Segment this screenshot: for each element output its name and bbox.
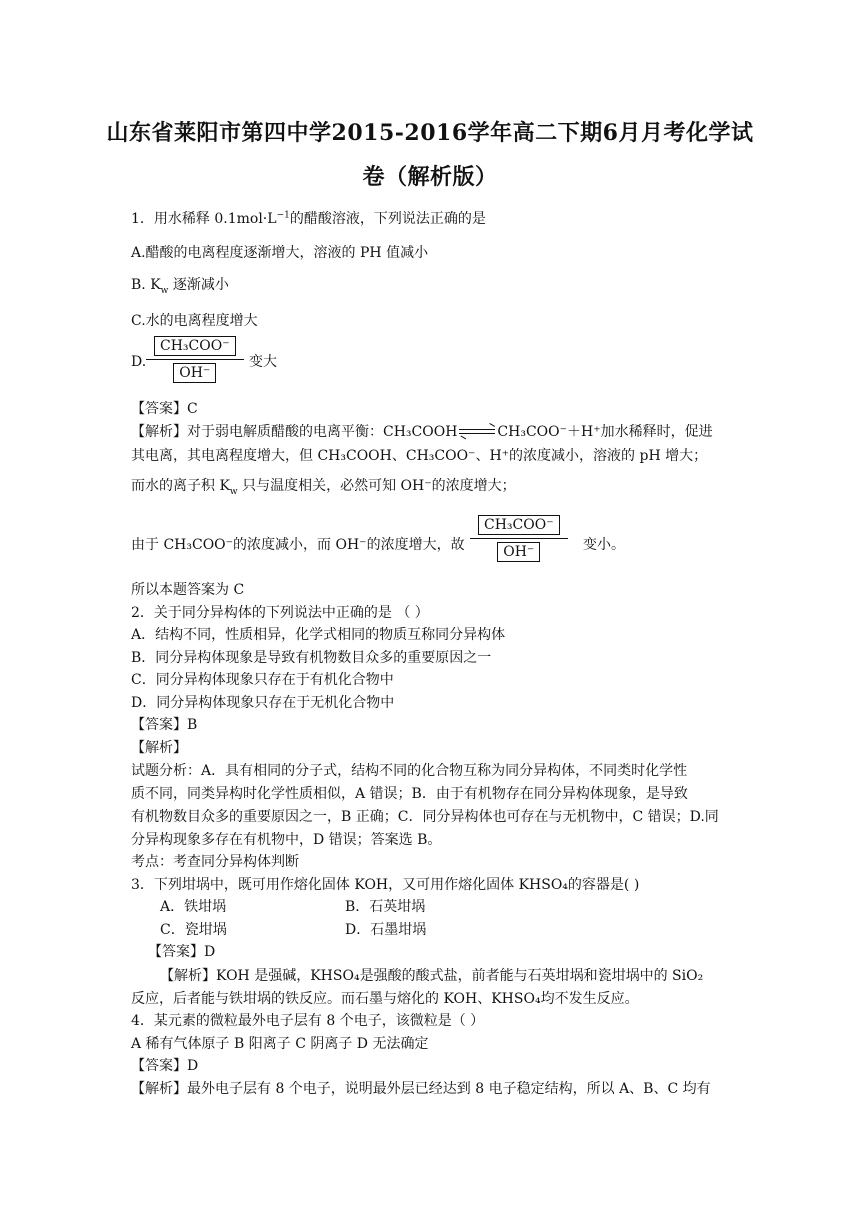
q2-option-d: D．同分异构体现象只存在于无机化合物中 bbox=[131, 695, 395, 711]
q3-analysis-line1: 【解析】KOH 是强碱，KHSO₄是强酸的酸式盐，前者能与石英坩埚和瓷坩埚中的 SiO₂ bbox=[160, 968, 704, 984]
q2-option-a: A．结构不同，性质相异，化学式相同的物质互称同分异构体 bbox=[131, 627, 506, 643]
q1-stem-sup: −1 bbox=[276, 210, 290, 221]
q2-option-c: C．同分异构体现象只存在于有机化合物中 bbox=[131, 672, 394, 688]
q3-option-d: D．石墨坩埚 bbox=[345, 922, 427, 938]
q2-answer: 【答案】B bbox=[131, 717, 198, 733]
q1-analysis3-text-b: 只与温度相关，必然可知 OH⁻的浓度增大； bbox=[237, 478, 516, 494]
equilibrium-arrow-icon bbox=[459, 428, 495, 436]
numerator-text: CH₃COO⁻ bbox=[154, 336, 236, 356]
q4-answer: 【答案】D bbox=[131, 1058, 199, 1074]
denominator-text: OH⁻ bbox=[497, 542, 540, 562]
doc-title-line2: 卷（解析版） bbox=[362, 164, 498, 190]
q1-option-d-fraction bbox=[146, 336, 244, 383]
q3-answer: 【答案】D bbox=[148, 944, 216, 960]
q1-option-d-label: D. bbox=[131, 354, 147, 370]
q1-option-b-text: B. K bbox=[131, 277, 161, 293]
q3-analysis-line2: 反应，后者能与铁坩埚的铁反应。而石墨与熔化的 KOH、KHSO₄均不发生反应。 bbox=[131, 991, 639, 1007]
q1-option-b bbox=[131, 275, 736, 295]
q1-analysis3-sub: w bbox=[229, 486, 238, 497]
q2-option-b: B．同分异构体现象是导致有机物数目众多的重要原因之一 bbox=[131, 650, 492, 666]
q1-analysis-line3 bbox=[131, 476, 736, 496]
q1-analysis3-text-a: 而水的离子积 K bbox=[131, 478, 230, 494]
q2-analysis-line3: 有机物数目众多的重要原因之一，B 正确；C．同分异构体也可存在与无机物中，C 错误；D.同 bbox=[131, 809, 719, 825]
q4-options: A 稀有气体原子 B 阳离子 C 阴离子 D 无法确定 bbox=[131, 1036, 429, 1052]
q1-analysis-line4-text: 由于 CH₃COO⁻的浓度减小，而 OH⁻的浓度增大，故 bbox=[131, 537, 465, 553]
q3-option-b: B．石英坩埚 bbox=[345, 899, 426, 915]
q3-option-c: C．瓷坩埚 bbox=[160, 922, 227, 938]
denominator-text: OH⁻ bbox=[173, 363, 216, 383]
q2-analysis-line1: 试题分析：A．具有相同的分子式，结构不同的化合物互称为同分异构体，不同类时化学性 bbox=[131, 763, 688, 779]
q1-analysis-fraction bbox=[470, 515, 568, 562]
q2-analysis-line4: 分异构现象多存在有机物中，D 错误；答案选 B。 bbox=[131, 832, 442, 848]
q1-stem-text-a: 1．用水稀释 0.1mol·L bbox=[131, 211, 277, 227]
q1-analysis-line1 bbox=[131, 422, 736, 442]
fraction-denominator bbox=[146, 360, 244, 383]
q2-analysis-line2: 质不同，同类异构时化学性质相似，A 错误；B．由于有机物存在同分异构体现象，是导致 bbox=[131, 786, 688, 802]
fraction-numerator bbox=[470, 515, 568, 539]
q3-stem: 3．下列坩埚中，既可用作熔化固体 KOH，又可用作熔化固体 KHSO₄的容器是( ) bbox=[131, 877, 640, 893]
doc-title-line1: 山东省莱阳市第四中学2015-2016学年高二下期6月月考化学试 bbox=[106, 120, 754, 146]
q1-analysis-line4-tail: 变小。 bbox=[583, 537, 625, 553]
q4-analysis-line1: 【解析】最外电子层有 8 个电子，说明最外层已经达到 8 电子稳定结构，所以 A、B、C 均有 bbox=[131, 1081, 711, 1097]
fraction-denominator bbox=[470, 539, 568, 562]
q1-option-a: A.醋酸的电离程度逐渐增大，溶液的 PH 值减小 bbox=[131, 245, 429, 261]
q3-option-a: A．铁坩埚 bbox=[160, 899, 227, 915]
q1-stem bbox=[131, 209, 736, 229]
q1-analysis-text-a: 【解析】对于弱电解质醋酸的电离平衡：CH₃COOH bbox=[131, 424, 458, 440]
q1-conclusion: 所以本题答案为 C bbox=[131, 582, 245, 598]
q4-stem: 4．某元素的微粒最外电子层有 8 个电子，该微粒是（ ） bbox=[131, 1013, 485, 1029]
q2-analysis-label: 【解析】 bbox=[131, 740, 187, 756]
q1-option-c: C.水的电离程度增大 bbox=[131, 313, 258, 329]
q1-answer: 【答案】C bbox=[131, 401, 198, 417]
fraction-numerator bbox=[146, 336, 244, 360]
numerator-text: CH₃COO⁻ bbox=[478, 515, 560, 535]
q1-analysis-text-b: CH₃COO⁻＋H⁺加水稀释时，促进 bbox=[497, 424, 713, 440]
q1-option-d-tail: 变大 bbox=[249, 354, 277, 370]
q1-stem-text-b: 的醋酸溶液，下列说法正确的是 bbox=[289, 211, 486, 227]
q1-option-b-sub: w bbox=[160, 285, 169, 296]
q1-analysis-line2: 其电离，其电离程度增大，但 CH₃COOH、CH₃COO⁻、H⁺的浓度减小，溶液的 pH 增大； bbox=[131, 448, 708, 464]
q1-option-b-tail: 逐渐减小 bbox=[168, 277, 229, 293]
q2-point: 考点：考查同分异构体判断 bbox=[131, 854, 299, 870]
q2-stem: 2．关于同分异构体的下列说法中正确的是 （ ） bbox=[131, 605, 429, 621]
